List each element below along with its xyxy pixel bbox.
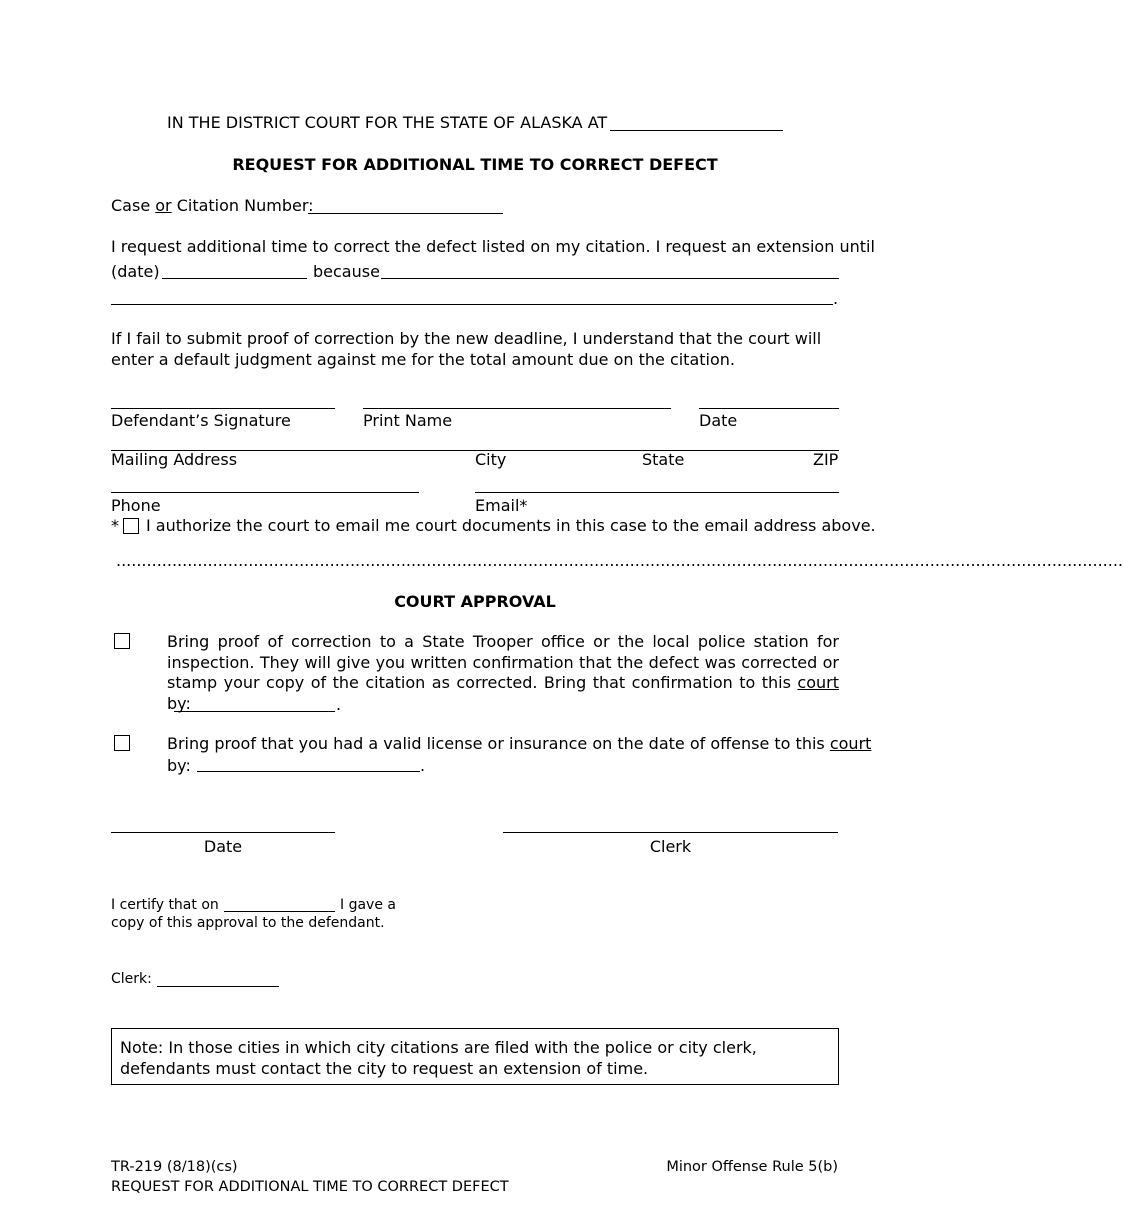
certify-clerk-label: Clerk:: [111, 971, 152, 987]
footer-form-id: TR-219 (8/18)(cs): [111, 1159, 238, 1175]
email-label: Email*: [475, 496, 528, 515]
option1-text: Bring proof of correction to a State Trooper office or the local police station for inspection. They will give you written confirmation that the defect was corrected or stamp your copy of the citation as corrected. Bring that confirmation to this court by:: [167, 632, 839, 713]
default-judgment-warning: If I fail to submit proof of correction by the new deadline, I understand that the court will enter a default judgment against me for the total amount due on the citation.: [111, 329, 822, 369]
email-authorize-checkbox[interactable]: [123, 518, 139, 534]
dotted-separator: ......................................................................................................................................................................................................: [116, 551, 1123, 570]
reason-end-period: .: [833, 289, 839, 308]
clerk-signature-field[interactable]: [503, 832, 838, 833]
footer-form-title: REQUEST FOR ADDITIONAL TIME TO CORRECT DEFECT: [111, 1179, 509, 1195]
note-box: Note: In those cities in which city citations are filed with the police or city clerk, defendants must contact the city to request an extension of time.: [111, 1028, 839, 1085]
email-field[interactable]: [475, 492, 839, 493]
certify-date-field[interactable]: [224, 911, 335, 912]
request-text: I request additional time to correct the defect listed on my citation. I request an extension until: [111, 237, 875, 256]
option1-end-period: .: [336, 695, 342, 714]
reason-field-line1[interactable]: [381, 278, 839, 279]
date-label: (date): [111, 262, 160, 281]
zip-label: ZIP: [813, 450, 839, 469]
state-label: State: [642, 450, 685, 469]
option2-end-period: .: [420, 756, 426, 775]
authorize-star: *: [111, 516, 119, 535]
signature-date-field[interactable]: [699, 408, 839, 409]
defendant-signature-field[interactable]: [111, 408, 335, 409]
case-number-field[interactable]: [308, 213, 503, 214]
approval-date-label: Date: [203, 837, 243, 856]
phone-field[interactable]: [111, 492, 419, 493]
print-name-label: Print Name: [363, 411, 453, 430]
certify-text-pre: I certify that on: [111, 897, 219, 913]
option2-text: Bring proof that you had a valid license or insurance on the date of offense to this court: [167, 734, 872, 753]
defendant-signature-label: Defendant’s Signature: [111, 411, 291, 430]
clerk-label: Clerk: [649, 837, 692, 856]
certify-text-line2: copy of this approval to the defendant.: [111, 915, 385, 931]
option1-checkbox[interactable]: [114, 633, 130, 649]
print-name-field[interactable]: [363, 408, 671, 409]
reason-field-line2[interactable]: [111, 304, 833, 305]
city-label: City: [475, 450, 507, 469]
approval-date-field[interactable]: [111, 832, 335, 833]
option1-date-field[interactable]: [174, 711, 335, 712]
option2-date-field[interactable]: [197, 771, 420, 772]
certify-clerk-field[interactable]: [157, 986, 279, 987]
footer-rule: Minor Offense Rule 5(b): [666, 1159, 838, 1175]
certify-text-post: I gave a: [340, 897, 396, 913]
date-label-signature: Date: [699, 411, 738, 430]
case-number-label: Case or Citation Number:: [111, 196, 314, 215]
extension-date-field[interactable]: [162, 278, 307, 279]
because-label: because: [313, 262, 380, 281]
phone-label: Phone: [111, 496, 161, 515]
email-authorize-text: I authorize the court to email me court documents in this case to the email address above.: [146, 516, 876, 535]
form-title: REQUEST FOR ADDITIONAL TIME TO CORRECT DEFECT: [232, 155, 718, 174]
option2-by-label: by:: [167, 756, 191, 775]
mailing-address-label: Mailing Address: [111, 450, 238, 469]
option2-checkbox[interactable]: [114, 735, 130, 751]
court-approval-heading: COURT APPROVAL: [394, 592, 556, 611]
court-line: IN THE DISTRICT COURT FOR THE STATE OF ALASKA AT: [167, 113, 608, 132]
court-location-field[interactable]: [610, 130, 783, 131]
